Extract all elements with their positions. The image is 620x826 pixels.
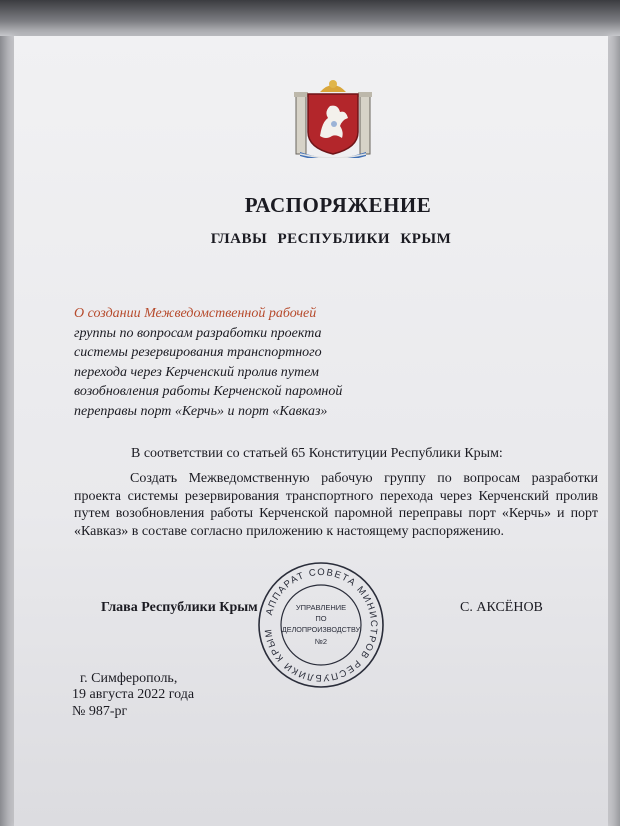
- subject-line: перехода через Керченский пролив путем: [74, 364, 319, 380]
- order-body: Создать Межведомственную рабочую группу по вопросам разработки проекта системы резервирования транспортного перехода через Керченский пролив путем возобновления работы Керченской паромной переправы порт «Керчь» и порт «Кавказ» в составе согласно приложению к настоящему распоряжению.: [74, 471, 598, 539]
- subject-line: системы резервирования транспортного: [74, 345, 322, 360]
- crimea-coat-of-arms-icon: [292, 74, 374, 158]
- official-stamp: [256, 560, 386, 690]
- signatory-name: С. АКСЁНОВ: [460, 600, 543, 615]
- stamp-line: №2: [314, 637, 328, 646]
- stamp-line: УПРАВЛЕНИЕ: [295, 603, 347, 612]
- monitor-bezel-top: [0, 0, 620, 36]
- document-number: № 987-рг: [72, 704, 128, 719]
- subject-line: возобновления работы Керченской паромной: [74, 384, 343, 399]
- stamp-line: ПО: [315, 614, 327, 623]
- monitor-bezel-left: [0, 36, 14, 826]
- stamp-line: ДЕЛОПРОИЗВОДСТВУ: [281, 625, 361, 634]
- subject-line: переправы порт «Керчь» и порт «Кавказ»: [74, 403, 328, 419]
- issue-date: 19 августа 2022 года: [72, 687, 195, 702]
- document-subject: [74, 304, 374, 421]
- document-title: РАСПОРЯЖЕНИЕ: [244, 193, 432, 217]
- subject-line: группы по вопросам разработки проекта: [74, 325, 322, 341]
- subject-line: О создании Межведомственной рабочей: [74, 306, 317, 321]
- issue-place: г. Симферополь,: [80, 671, 178, 686]
- document-subtitle: ГЛАВЫ РЕСПУБЛИКИ КРЫМ: [210, 231, 452, 247]
- monitor-bezel-right: [608, 36, 620, 826]
- stamp-ring-text: АППАРАТ СОВЕТА МИНИСТРОВ РЕСПУБЛИКИ КРЫМ: [262, 566, 380, 684]
- legal-basis: В соответствии со статьей 65 Конституции Республики Крым:: [131, 446, 503, 461]
- signatory-role: Глава Республики Крым: [101, 600, 258, 615]
